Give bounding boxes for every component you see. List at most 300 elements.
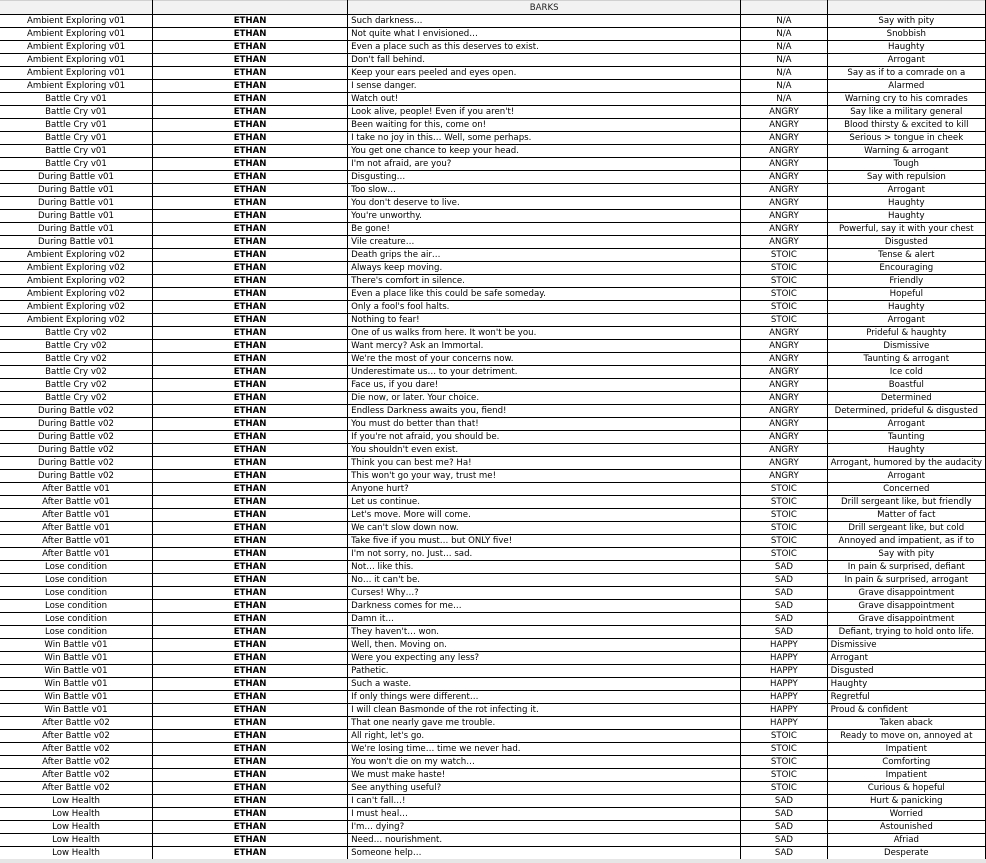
emotion-cell[interactable]: STOIC	[741, 509, 827, 522]
context-cell[interactable]: Lose condition	[0, 561, 153, 574]
emotion-cell[interactable]: N/A	[741, 80, 827, 93]
line-cell[interactable]: You're unworthy.	[348, 210, 741, 223]
emotion-cell[interactable]: STOIC	[741, 496, 827, 509]
emotion-cell[interactable]: ANGRY	[741, 236, 827, 249]
line-cell[interactable]: You won't die on my watch…	[348, 756, 741, 769]
line-cell[interactable]: Anyone hurt?	[348, 483, 741, 496]
emotion-cell[interactable]: STOIC	[741, 535, 827, 548]
direction-cell[interactable]: Taunting & arrogant	[827, 353, 985, 366]
context-cell[interactable]: Lose condition	[0, 626, 153, 639]
emotion-cell[interactable]: HAPPY	[741, 652, 827, 665]
direction-cell[interactable]: Haughty	[827, 41, 985, 54]
direction-cell[interactable]: Haughty	[827, 678, 985, 691]
line-cell[interactable]: Watch out!	[348, 93, 741, 106]
direction-cell[interactable]: Arrogant	[827, 54, 985, 67]
emotion-cell[interactable]: SAD	[741, 626, 827, 639]
emotion-cell[interactable]: ANGRY	[741, 132, 827, 145]
character-cell[interactable]: ETHAN	[153, 457, 348, 470]
emotion-cell[interactable]: ANGRY	[741, 197, 827, 210]
context-cell[interactable]: Battle Cry v01	[0, 119, 153, 132]
line-cell[interactable]: I'm not afraid, are you?	[348, 158, 741, 171]
direction-cell[interactable]: Determined, prideful & disgusted	[827, 405, 985, 418]
line-cell[interactable]: Been waiting for this, come on!	[348, 119, 741, 132]
line-cell[interactable]: Let us continue.	[348, 496, 741, 509]
emotion-cell[interactable]: STOIC	[741, 769, 827, 782]
emotion-cell[interactable]: ANGRY	[741, 418, 827, 431]
context-cell[interactable]: During Battle v02	[0, 431, 153, 444]
line-cell[interactable]: All right, let's go.	[348, 730, 741, 743]
line-cell[interactable]: Vile creature…	[348, 236, 741, 249]
emotion-cell[interactable]: SAD	[741, 574, 827, 587]
emotion-cell[interactable]: HAPPY	[741, 704, 827, 717]
direction-cell[interactable]: Haughty	[827, 210, 985, 223]
character-cell[interactable]: ETHAN	[153, 392, 348, 405]
character-cell[interactable]: ETHAN	[153, 665, 348, 678]
character-cell[interactable]: ETHAN	[153, 223, 348, 236]
context-cell[interactable]: Battle Cry v02	[0, 353, 153, 366]
direction-cell[interactable]: Grave disappointment	[827, 613, 985, 626]
emotion-cell[interactable]: SAD	[741, 808, 827, 821]
direction-cell[interactable]: Powerful, say it with your chest	[827, 223, 985, 236]
character-cell[interactable]: ETHAN	[153, 587, 348, 600]
line-cell[interactable]: Keep your ears peeled and eyes open.	[348, 67, 741, 80]
emotion-cell[interactable]: ANGRY	[741, 158, 827, 171]
line-cell[interactable]: I'm not sorry, no. Just… sad.	[348, 548, 741, 561]
character-cell[interactable]: ETHAN	[153, 509, 348, 522]
line-cell[interactable]: You shouldn't even exist.	[348, 444, 741, 457]
context-cell[interactable]: Lose condition	[0, 613, 153, 626]
context-cell[interactable]: Win Battle v01	[0, 652, 153, 665]
context-cell[interactable]: Low Health	[0, 795, 153, 808]
line-cell[interactable]: We're the most of your concerns now.	[348, 353, 741, 366]
character-cell[interactable]: ETHAN	[153, 80, 348, 93]
context-cell[interactable]: After Battle v01	[0, 483, 153, 496]
line-cell[interactable]: You don't deserve to live.	[348, 197, 741, 210]
context-cell[interactable]: Battle Cry v02	[0, 327, 153, 340]
context-cell[interactable]: Lose condition	[0, 587, 153, 600]
emotion-cell[interactable]: STOIC	[741, 314, 827, 327]
direction-cell[interactable]: Ice cold	[827, 366, 985, 379]
header-barks-label[interactable]: BARKS	[348, 1, 741, 15]
character-cell[interactable]: ETHAN	[153, 626, 348, 639]
line-cell[interactable]: This won't go your way, trust me!	[348, 470, 741, 483]
context-cell[interactable]: After Battle v01	[0, 522, 153, 535]
line-cell[interactable]: Endless Darkness awaits you, fiend!	[348, 405, 741, 418]
line-cell[interactable]: Don't fall behind.	[348, 54, 741, 67]
line-cell[interactable]: Such a waste.	[348, 678, 741, 691]
character-cell[interactable]: ETHAN	[153, 730, 348, 743]
context-cell[interactable]: Battle Cry v02	[0, 392, 153, 405]
direction-cell[interactable]: Matter of fact	[827, 509, 985, 522]
line-cell[interactable]: Well, then. Moving on.	[348, 639, 741, 652]
character-cell[interactable]: ETHAN	[153, 262, 348, 275]
character-cell[interactable]: ETHAN	[153, 613, 348, 626]
context-cell[interactable]: Battle Cry v02	[0, 379, 153, 392]
emotion-cell[interactable]: SAD	[741, 821, 827, 834]
context-cell[interactable]: Battle Cry v02	[0, 340, 153, 353]
header-cell-empty[interactable]	[741, 1, 827, 15]
character-cell[interactable]: ETHAN	[153, 288, 348, 301]
character-cell[interactable]: ETHAN	[153, 28, 348, 41]
emotion-cell[interactable]: ANGRY	[741, 392, 827, 405]
emotion-cell[interactable]: HAPPY	[741, 665, 827, 678]
character-cell[interactable]: ETHAN	[153, 769, 348, 782]
context-cell[interactable]: Battle Cry v01	[0, 158, 153, 171]
line-cell[interactable]: One of us walks from here. It won't be you.	[348, 327, 741, 340]
context-cell[interactable]: Ambient Exploring v02	[0, 301, 153, 314]
line-cell[interactable]: Such darkness…	[348, 15, 741, 28]
character-cell[interactable]: ETHAN	[153, 314, 348, 327]
context-cell[interactable]: During Battle v01	[0, 223, 153, 236]
context-cell[interactable]: During Battle v02	[0, 418, 153, 431]
direction-cell[interactable]: Arrogant	[827, 314, 985, 327]
context-cell[interactable]: During Battle v01	[0, 171, 153, 184]
line-cell[interactable]: I can't fall…!	[348, 795, 741, 808]
context-cell[interactable]: Ambient Exploring v01	[0, 54, 153, 67]
line-cell[interactable]: Pathetic.	[348, 665, 741, 678]
line-cell[interactable]: Not… like this.	[348, 561, 741, 574]
context-cell[interactable]: During Battle v02	[0, 405, 153, 418]
emotion-cell[interactable]: STOIC	[741, 275, 827, 288]
emotion-cell[interactable]: ANGRY	[741, 405, 827, 418]
context-cell[interactable]: Ambient Exploring v02	[0, 249, 153, 262]
emotion-cell[interactable]: ANGRY	[741, 470, 827, 483]
context-cell[interactable]: After Battle v01	[0, 496, 153, 509]
character-cell[interactable]: ETHAN	[153, 782, 348, 795]
direction-cell[interactable]: Drill sergeant like, but cold	[827, 522, 985, 535]
character-cell[interactable]: ETHAN	[153, 821, 348, 834]
character-cell[interactable]: ETHAN	[153, 795, 348, 808]
character-cell[interactable]: ETHAN	[153, 483, 348, 496]
context-cell[interactable]: Win Battle v01	[0, 691, 153, 704]
character-cell[interactable]: ETHAN	[153, 171, 348, 184]
direction-cell[interactable]: Defiant, trying to hold onto life.	[827, 626, 985, 639]
character-cell[interactable]: ETHAN	[153, 41, 348, 54]
context-cell[interactable]: During Battle v01	[0, 197, 153, 210]
context-cell[interactable]: After Battle v01	[0, 548, 153, 561]
line-cell[interactable]: Nothing to fear!	[348, 314, 741, 327]
character-cell[interactable]: ETHAN	[153, 236, 348, 249]
emotion-cell[interactable]: ANGRY	[741, 340, 827, 353]
direction-cell[interactable]: Grave disappointment	[827, 600, 985, 613]
emotion-cell[interactable]: ANGRY	[741, 379, 827, 392]
character-cell[interactable]: ETHAN	[153, 834, 348, 847]
emotion-cell[interactable]: HAPPY	[741, 691, 827, 704]
character-cell[interactable]: ETHAN	[153, 132, 348, 145]
context-cell[interactable]: Ambient Exploring v01	[0, 67, 153, 80]
context-cell[interactable]: Ambient Exploring v01	[0, 41, 153, 54]
direction-cell[interactable]: Say with pity	[827, 548, 985, 561]
context-cell[interactable]: After Battle v02	[0, 756, 153, 769]
character-cell[interactable]: ETHAN	[153, 522, 348, 535]
direction-cell[interactable]: Boastful	[827, 379, 985, 392]
direction-cell[interactable]: Disgusted	[827, 236, 985, 249]
emotion-cell[interactable]: ANGRY	[741, 106, 827, 119]
character-cell[interactable]: ETHAN	[153, 15, 348, 28]
emotion-cell[interactable]: ANGRY	[741, 223, 827, 236]
line-cell[interactable]: Curses! Why…?	[348, 587, 741, 600]
direction-cell[interactable]: Ready to move on, annoyed at	[827, 730, 985, 743]
character-cell[interactable]: ETHAN	[153, 106, 348, 119]
direction-cell[interactable]: Say with repulsion	[827, 171, 985, 184]
context-cell[interactable]: After Battle v01	[0, 509, 153, 522]
character-cell[interactable]: ETHAN	[153, 249, 348, 262]
direction-cell[interactable]: Curious & hopeful	[827, 782, 985, 795]
context-cell[interactable]: Ambient Exploring v01	[0, 28, 153, 41]
emotion-cell[interactable]: HAPPY	[741, 717, 827, 730]
context-cell[interactable]: After Battle v01	[0, 535, 153, 548]
context-cell[interactable]: Lose condition	[0, 574, 153, 587]
line-cell[interactable]: Think you can best me? Ha!	[348, 457, 741, 470]
context-cell[interactable]: Ambient Exploring v02	[0, 262, 153, 275]
character-cell[interactable]: ETHAN	[153, 561, 348, 574]
direction-cell[interactable]: Disgusted	[827, 665, 985, 678]
emotion-cell[interactable]: ANGRY	[741, 327, 827, 340]
emotion-cell[interactable]: HAPPY	[741, 639, 827, 652]
character-cell[interactable]: ETHAN	[153, 444, 348, 457]
direction-cell[interactable]: Arrogant	[827, 470, 985, 483]
line-cell[interactable]: Die now, or later. Your choice.	[348, 392, 741, 405]
direction-cell[interactable]: Dismissive	[827, 639, 985, 652]
direction-cell[interactable]: In pain & surprised, defiant	[827, 561, 985, 574]
character-cell[interactable]: ETHAN	[153, 652, 348, 665]
direction-cell[interactable]: Concerned	[827, 483, 985, 496]
emotion-cell[interactable]: STOIC	[741, 262, 827, 275]
line-cell[interactable]: If only things were different…	[348, 691, 741, 704]
emotion-cell[interactable]: ANGRY	[741, 145, 827, 158]
character-cell[interactable]: ETHAN	[153, 405, 348, 418]
character-cell[interactable]: ETHAN	[153, 431, 348, 444]
emotion-cell[interactable]: STOIC	[741, 522, 827, 535]
line-cell[interactable]: Even a place such as this deserves to exist.	[348, 41, 741, 54]
emotion-cell[interactable]: N/A	[741, 15, 827, 28]
direction-cell[interactable]: Worried	[827, 808, 985, 821]
line-cell[interactable]: We're losing time… time we never had.	[348, 743, 741, 756]
line-cell[interactable]: You get one chance to keep your head.	[348, 145, 741, 158]
direction-cell[interactable]: Tough	[827, 158, 985, 171]
direction-cell[interactable]: Tense & alert	[827, 249, 985, 262]
character-cell[interactable]: ETHAN	[153, 210, 348, 223]
line-cell[interactable]: They haven't… won.	[348, 626, 741, 639]
emotion-cell[interactable]: SAD	[741, 847, 827, 860]
line-cell[interactable]: Someone help…	[348, 847, 741, 860]
emotion-cell[interactable]: STOIC	[741, 483, 827, 496]
direction-cell[interactable]: Impatient	[827, 743, 985, 756]
character-cell[interactable]: ETHAN	[153, 145, 348, 158]
character-cell[interactable]: ETHAN	[153, 301, 348, 314]
direction-cell[interactable]: Prideful & haughty	[827, 327, 985, 340]
direction-cell[interactable]: Hurt & panicking	[827, 795, 985, 808]
character-cell[interactable]: ETHAN	[153, 704, 348, 717]
character-cell[interactable]: ETHAN	[153, 639, 348, 652]
emotion-cell[interactable]: STOIC	[741, 743, 827, 756]
line-cell[interactable]: I take no joy in this… Well, some perhaps.	[348, 132, 741, 145]
emotion-cell[interactable]: ANGRY	[741, 366, 827, 379]
direction-cell[interactable]: Warning & arrogant	[827, 145, 985, 158]
context-cell[interactable]: Win Battle v01	[0, 678, 153, 691]
context-cell[interactable]: Battle Cry v01	[0, 106, 153, 119]
direction-cell[interactable]: Warning cry to his comrades	[827, 93, 985, 106]
context-cell[interactable]: Battle Cry v02	[0, 366, 153, 379]
context-cell[interactable]: Lose condition	[0, 600, 153, 613]
character-cell[interactable]: ETHAN	[153, 67, 348, 80]
emotion-cell[interactable]: SAD	[741, 587, 827, 600]
line-cell[interactable]: Even a place like this could be safe someday.	[348, 288, 741, 301]
emotion-cell[interactable]: STOIC	[741, 288, 827, 301]
context-cell[interactable]: After Battle v02	[0, 782, 153, 795]
context-cell[interactable]: Win Battle v01	[0, 639, 153, 652]
direction-cell[interactable]: Grave disappointment	[827, 587, 985, 600]
character-cell[interactable]: ETHAN	[153, 743, 348, 756]
emotion-cell[interactable]: STOIC	[741, 249, 827, 262]
direction-cell[interactable]: Arrogant	[827, 652, 985, 665]
character-cell[interactable]: ETHAN	[153, 418, 348, 431]
character-cell[interactable]: ETHAN	[153, 379, 348, 392]
emotion-cell[interactable]: N/A	[741, 93, 827, 106]
direction-cell[interactable]: Haughty	[827, 301, 985, 314]
character-cell[interactable]: ETHAN	[153, 158, 348, 171]
context-cell[interactable]: Ambient Exploring v01	[0, 15, 153, 28]
context-cell[interactable]: During Battle v02	[0, 444, 153, 457]
line-cell[interactable]: Want mercy? Ask an Immortal.	[348, 340, 741, 353]
character-cell[interactable]: ETHAN	[153, 366, 348, 379]
line-cell[interactable]: Damn it…	[348, 613, 741, 626]
line-cell[interactable]: Need… nourishment.	[348, 834, 741, 847]
line-cell[interactable]: I must heal…	[348, 808, 741, 821]
line-cell[interactable]: I sense danger.	[348, 80, 741, 93]
character-cell[interactable]: ETHAN	[153, 548, 348, 561]
direction-cell[interactable]: Say like a military general	[827, 106, 985, 119]
line-cell[interactable]: Look alive, people! Even if you aren't!	[348, 106, 741, 119]
character-cell[interactable]: ETHAN	[153, 808, 348, 821]
direction-cell[interactable]: Encouraging	[827, 262, 985, 275]
emotion-cell[interactable]: ANGRY	[741, 353, 827, 366]
direction-cell[interactable]: Afriad	[827, 834, 985, 847]
context-cell[interactable]: During Battle v01	[0, 210, 153, 223]
context-cell[interactable]: Ambient Exploring v02	[0, 314, 153, 327]
character-cell[interactable]: ETHAN	[153, 678, 348, 691]
context-cell[interactable]: Win Battle v01	[0, 665, 153, 678]
line-cell[interactable]: Take five if you must… but ONLY five!	[348, 535, 741, 548]
emotion-cell[interactable]: SAD	[741, 613, 827, 626]
line-cell[interactable]: Disgusting…	[348, 171, 741, 184]
emotion-cell[interactable]: N/A	[741, 67, 827, 80]
direction-cell[interactable]: Dismissive	[827, 340, 985, 353]
direction-cell[interactable]: Haughty	[827, 444, 985, 457]
character-cell[interactable]: ETHAN	[153, 574, 348, 587]
direction-cell[interactable]: Hopeful	[827, 288, 985, 301]
direction-cell[interactable]: Drill sergeant like, but friendly	[827, 496, 985, 509]
line-cell[interactable]: I'm… dying?	[348, 821, 741, 834]
line-cell[interactable]: Darkness comes for me…	[348, 600, 741, 613]
character-cell[interactable]: ETHAN	[153, 470, 348, 483]
context-cell[interactable]: Ambient Exploring v02	[0, 288, 153, 301]
line-cell[interactable]: That one nearly gave me trouble.	[348, 717, 741, 730]
emotion-cell[interactable]: ANGRY	[741, 431, 827, 444]
context-cell[interactable]: Low Health	[0, 808, 153, 821]
line-cell[interactable]: Death grips the air…	[348, 249, 741, 262]
character-cell[interactable]: ETHAN	[153, 535, 348, 548]
context-cell[interactable]: Win Battle v01	[0, 704, 153, 717]
direction-cell[interactable]: Taken aback	[827, 717, 985, 730]
line-cell[interactable]: There's comfort in silence.	[348, 275, 741, 288]
character-cell[interactable]: ETHAN	[153, 184, 348, 197]
direction-cell[interactable]: In pain & surprised, arrogant	[827, 574, 985, 587]
context-cell[interactable]: Ambient Exploring v02	[0, 275, 153, 288]
line-cell[interactable]: Were you expecting any less?	[348, 652, 741, 665]
line-cell[interactable]: Not quite what I envisioned…	[348, 28, 741, 41]
emotion-cell[interactable]: STOIC	[741, 548, 827, 561]
context-cell[interactable]: Low Health	[0, 834, 153, 847]
context-cell[interactable]: After Battle v02	[0, 730, 153, 743]
context-cell[interactable]: After Battle v02	[0, 769, 153, 782]
line-cell[interactable]: Underestimate us… to your detriment.	[348, 366, 741, 379]
context-cell[interactable]: During Battle v02	[0, 457, 153, 470]
context-cell[interactable]: After Battle v02	[0, 743, 153, 756]
character-cell[interactable]: ETHAN	[153, 93, 348, 106]
direction-cell[interactable]: Haughty	[827, 197, 985, 210]
direction-cell[interactable]: Desperate	[827, 847, 985, 860]
character-cell[interactable]: ETHAN	[153, 119, 348, 132]
direction-cell[interactable]: Say as if to a comrade on a	[827, 67, 985, 80]
emotion-cell[interactable]: STOIC	[741, 756, 827, 769]
character-cell[interactable]: ETHAN	[153, 600, 348, 613]
line-cell[interactable]: I will clean Basmonde of the rot infecting it.	[348, 704, 741, 717]
context-cell[interactable]: Battle Cry v01	[0, 145, 153, 158]
direction-cell[interactable]: Friendly	[827, 275, 985, 288]
character-cell[interactable]: ETHAN	[153, 756, 348, 769]
context-cell[interactable]: Battle Cry v01	[0, 132, 153, 145]
emotion-cell[interactable]: ANGRY	[741, 210, 827, 223]
line-cell[interactable]: Face us, if you dare!	[348, 379, 741, 392]
context-cell[interactable]: Low Health	[0, 847, 153, 860]
context-cell[interactable]: During Battle v01	[0, 184, 153, 197]
direction-cell[interactable]: Blood thirsty & excited to kill	[827, 119, 985, 132]
emotion-cell[interactable]: STOIC	[741, 730, 827, 743]
context-cell[interactable]: Low Health	[0, 821, 153, 834]
character-cell[interactable]: ETHAN	[153, 717, 348, 730]
direction-cell[interactable]: Annoyed and impatient, as if to	[827, 535, 985, 548]
direction-cell[interactable]: Comforting	[827, 756, 985, 769]
direction-cell[interactable]: Arrogant, humored by the audacity	[827, 457, 985, 470]
context-cell[interactable]: During Battle v02	[0, 470, 153, 483]
character-cell[interactable]: ETHAN	[153, 847, 348, 860]
direction-cell[interactable]: Arrogant	[827, 418, 985, 431]
emotion-cell[interactable]: SAD	[741, 834, 827, 847]
line-cell[interactable]: We can't slow down now.	[348, 522, 741, 535]
direction-cell[interactable]: Say with pity	[827, 15, 985, 28]
emotion-cell[interactable]: STOIC	[741, 782, 827, 795]
line-cell[interactable]: If you're not afraid, you should be.	[348, 431, 741, 444]
direction-cell[interactable]: Proud & confident	[827, 704, 985, 717]
emotion-cell[interactable]: N/A	[741, 28, 827, 41]
header-cell-empty[interactable]	[827, 1, 985, 15]
header-cell-empty[interactable]	[153, 1, 348, 15]
line-cell[interactable]: Only a fool's fool halts.	[348, 301, 741, 314]
emotion-cell[interactable]: ANGRY	[741, 184, 827, 197]
context-cell[interactable]: Ambient Exploring v01	[0, 80, 153, 93]
emotion-cell[interactable]: ANGRY	[741, 171, 827, 184]
line-cell[interactable]: No… it can't be.	[348, 574, 741, 587]
line-cell[interactable]: See anything useful?	[348, 782, 741, 795]
line-cell[interactable]: Always keep moving.	[348, 262, 741, 275]
character-cell[interactable]: ETHAN	[153, 353, 348, 366]
character-cell[interactable]: ETHAN	[153, 275, 348, 288]
character-cell[interactable]: ETHAN	[153, 197, 348, 210]
line-cell[interactable]: You must do better than that!	[348, 418, 741, 431]
emotion-cell[interactable]: ANGRY	[741, 457, 827, 470]
context-cell[interactable]: During Battle v01	[0, 236, 153, 249]
